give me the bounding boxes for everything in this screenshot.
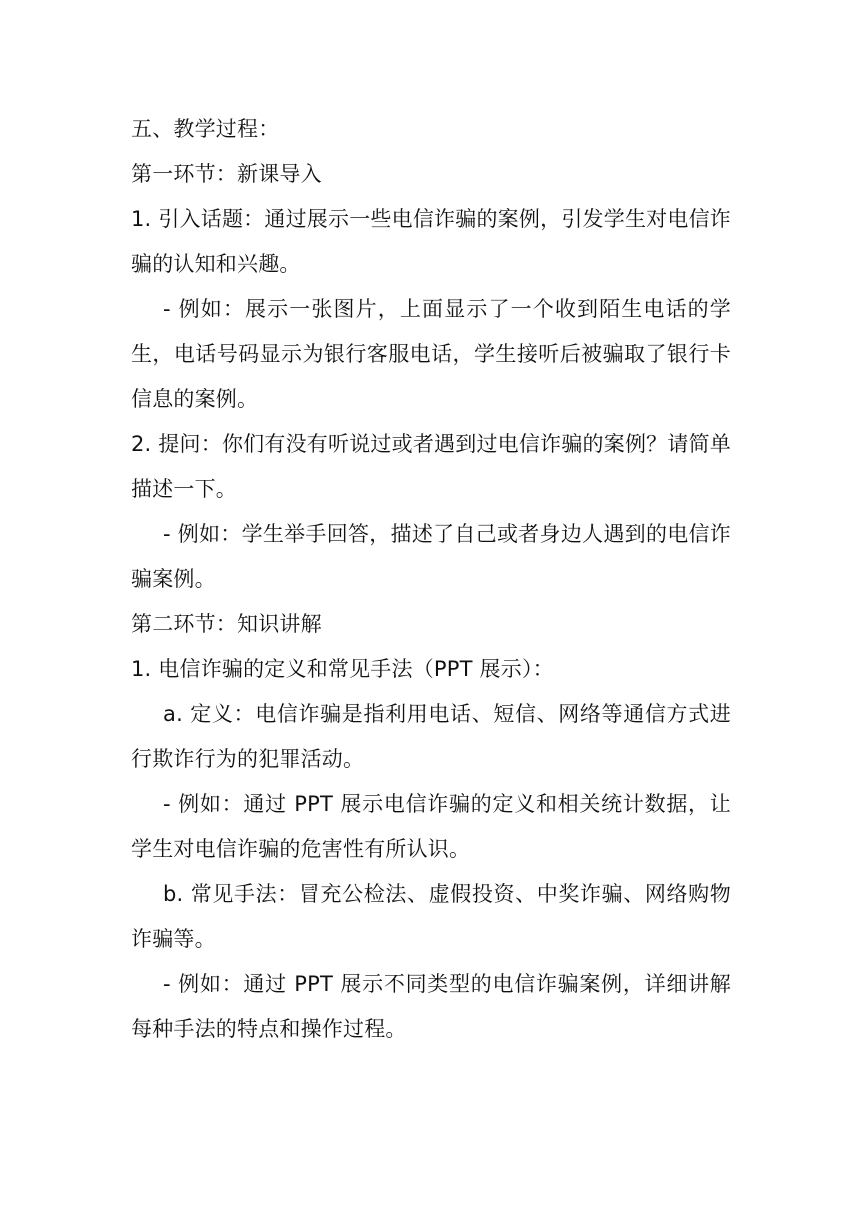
stage-1-item-1-example: - 例如：展示一张图片，上面显示了一个收到陌生电话的学生，电话号码显示为银行客服电话，学生接听后被骗取了银行卡信息的案例。 (131, 297, 731, 411)
stage-1-item-1: 1. 引入话题：通过展示一些电信诈骗的案例，引发学生对电信诈骗的认知和兴趣。 (131, 207, 731, 276)
document-body (131, 107, 731, 1052)
stage-2-item-1a: a. 定义：电信诈骗是指利用电话、短信、网络等通信方式进行欺诈行为的犯罪活动。 (131, 702, 731, 771)
stage-2-heading: 第二环节：知识讲解 (131, 612, 322, 636)
stage-1-item-2: 2. 提问：你们有没有听说过或者遇到过电信诈骗的案例？请简单描述一下。 (131, 432, 731, 501)
section-heading: 五、教学过程： (131, 117, 280, 141)
stage-2-item-1: 1. 电信诈骗的定义和常见手法（PPT 展示）： (131, 657, 554, 681)
stage-2-item-1b: b. 常见手法：冒充公检法、虚假投资、中奖诈骗、网络购物诈骗等。 (131, 882, 731, 951)
stage-1-heading: 第一环节：新课导入 (131, 162, 322, 186)
stage-2-item-1b-example: - 例如：通过 PPT 展示不同类型的电信诈骗案例，详细讲解每种手法的特点和操作过程。 (131, 972, 731, 1041)
stage-1-item-2-example: - 例如：学生举手回答，描述了自己或者身边人遇到的电信诈骗案例。 (131, 522, 731, 591)
stage-2-item-1a-example: - 例如：通过 PPT 展示电信诈骗的定义和相关统计数据，让学生对电信诈骗的危害性有所认识。 (131, 792, 731, 861)
